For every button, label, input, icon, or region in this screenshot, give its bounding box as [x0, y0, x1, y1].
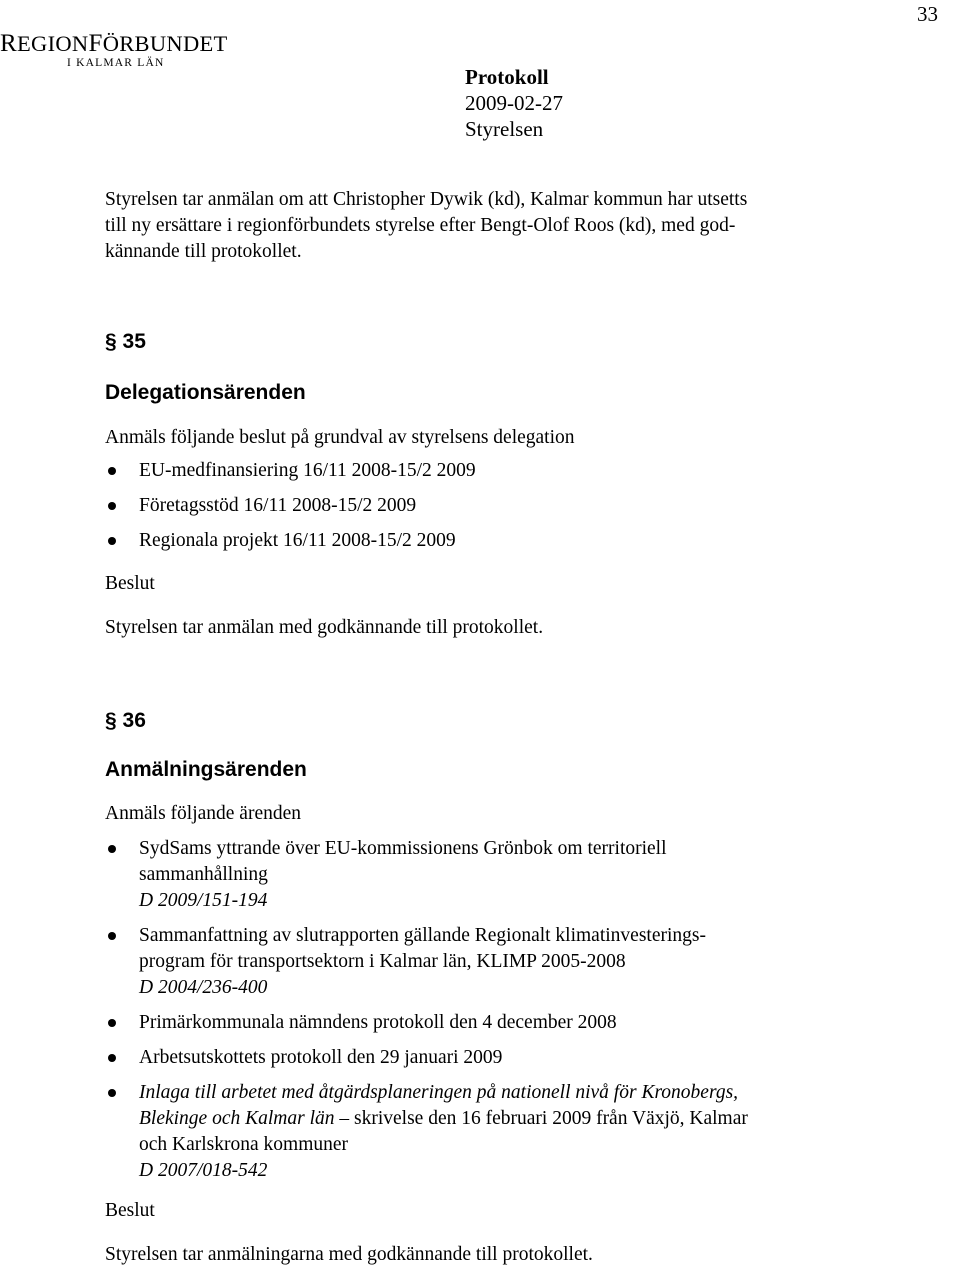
section-35-list	[105, 458, 925, 554]
section-36-lead: Anmäls följande ärenden	[105, 803, 302, 824]
list-item	[105, 458, 925, 484]
document-date: 2009-02-27	[465, 91, 563, 115]
section-36-number: § 36	[105, 709, 146, 732]
case-number: D 2009/151-194	[139, 890, 268, 911]
logo-subtitle: I KALMAR LÄN	[67, 57, 165, 69]
section-36-title: Anmälningsärenden	[105, 758, 307, 781]
list-item	[105, 1045, 925, 1071]
section-35-number: § 35	[105, 330, 146, 353]
list-item-text: Arbetsutskottets protokoll den 29 januari 2009	[139, 1047, 503, 1068]
intro-line: kännande till protokollet.	[105, 241, 302, 262]
section-35-title: Delegationsärenden	[105, 381, 306, 404]
intro-line: Styrelsen tar anmälan om att Christopher Dywik (kd), Kalmar kommun har utsetts	[105, 189, 748, 210]
list-item-text: EU-medfinansiering 16/11 2008-15/2 2009	[139, 460, 476, 481]
section-36-list	[105, 836, 925, 1184]
list-item	[105, 1080, 925, 1184]
list-item	[105, 528, 925, 554]
document-body: Styrelsen	[465, 117, 544, 141]
bullet-icon	[108, 1054, 116, 1062]
list-item	[105, 1010, 925, 1036]
organization-logo	[0, 30, 236, 70]
list-item-text: Primärkommunala nämndens protokoll den 4 december 2008	[139, 1012, 617, 1033]
bullet-icon	[108, 1019, 116, 1027]
list-item	[105, 493, 925, 519]
section-35-decision-label: Beslut	[105, 573, 155, 594]
list-item	[105, 923, 925, 1001]
list-item-text: Inlaga till arbetet med åtgärdsplaneringen på nationell nivå för Kronobergs,	[139, 1082, 739, 1103]
bullet-icon	[108, 932, 116, 940]
list-item-text: SydSams yttrande över EU-kommissionens Grönbok om territoriell	[139, 838, 667, 859]
bullet-icon	[108, 845, 116, 853]
list-item-text: Regionala projekt 16/11 2008-15/2 2009	[139, 530, 456, 551]
document-header	[465, 64, 563, 142]
section-35-lead: Anmäls följande beslut på grundval av styrelsens delegation	[105, 427, 575, 448]
logo-name: REGIONFÖRBUNDET	[0, 30, 228, 57]
list-item-text: program för transportsektorn i Kalmar län, KLIMP 2005-2008	[139, 951, 626, 972]
list-item-text: Företagsstöd 16/11 2008-15/2 2009	[139, 495, 417, 516]
section-36-decision-label: Beslut	[105, 1200, 155, 1221]
case-number: D 2007/018-542	[139, 1160, 268, 1181]
bullet-icon	[108, 467, 116, 475]
section-35-decision-text: Styrelsen tar anmälan med godkännande till protokollet.	[105, 617, 544, 638]
list-item-text: sammanhållning	[139, 864, 268, 885]
page-number: 33	[917, 2, 938, 26]
bullet-icon	[108, 1089, 116, 1097]
bullet-icon	[108, 537, 116, 545]
intro-line: till ny ersättare i regionförbundets styrelse efter Bengt-Olof Roos (kd), med god-	[105, 215, 736, 236]
list-item-text: Sammanfattning av slutrapporten gällande Regionalt klimatinvesterings-	[139, 925, 706, 946]
list-item-text: Blekinge och Kalmar län – skrivelse den 16 februari 2009 från Växjö, Kalmar	[139, 1108, 748, 1129]
intro-paragraph	[105, 187, 905, 265]
section-36-decision-text: Styrelsen tar anmälningarna med godkännande till protokollet.	[105, 1244, 593, 1265]
list-item-text: och Karlskrona kommuner	[139, 1134, 349, 1155]
list-item	[105, 836, 925, 914]
bullet-icon	[108, 502, 116, 510]
case-number: D 2004/236-400	[139, 977, 268, 998]
document-title: Protokoll	[465, 65, 549, 89]
